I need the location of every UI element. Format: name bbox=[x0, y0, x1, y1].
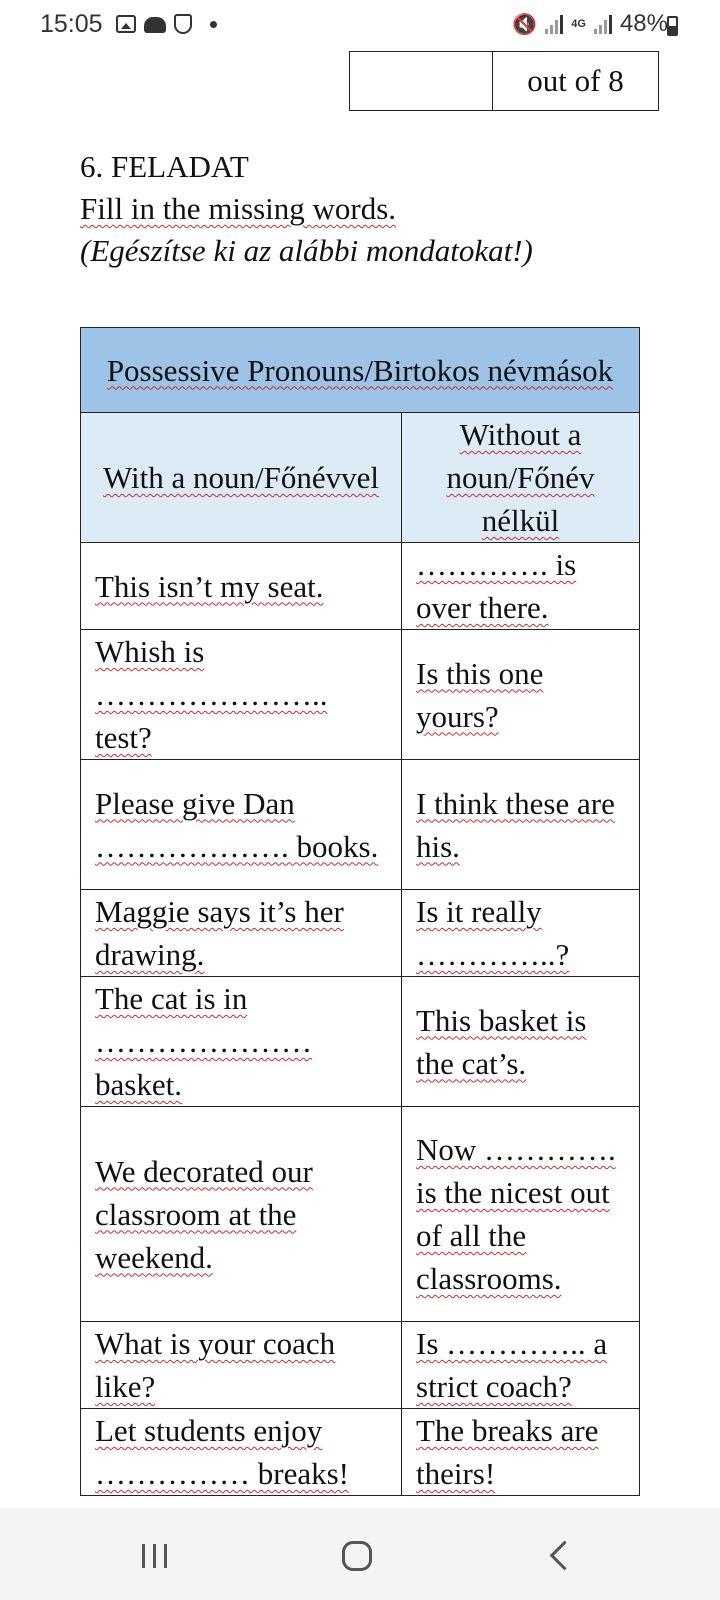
table-row bbox=[81, 977, 640, 1107]
dot-icon bbox=[210, 21, 217, 28]
score-out-of: out of 8 bbox=[527, 63, 624, 98]
cell-with-noun[interactable]: We decorated our classroom at the weekend. bbox=[81, 1107, 402, 1322]
clock: 15:05 bbox=[40, 10, 103, 38]
cell-with-noun[interactable]: Whish is ………………….. test? bbox=[81, 630, 402, 760]
cell-without-noun[interactable]: Is it really …………..? bbox=[402, 890, 640, 977]
navigation-bar bbox=[0, 1508, 720, 1600]
cell-with-noun[interactable]: What is your coach like? bbox=[81, 1322, 402, 1409]
home-icon[interactable] bbox=[342, 1541, 372, 1571]
gallery-icon bbox=[116, 15, 136, 33]
battery-percent: 48% bbox=[619, 10, 668, 37]
score-blank bbox=[350, 52, 493, 110]
exercise-instruction-hu: (Egészítse ki az alábbi mondatokat!) bbox=[80, 233, 533, 268]
cell-with-noun[interactable]: This isn’t my seat. bbox=[81, 543, 402, 630]
table-header: Possessive Pronouns/Birtokos névmások bbox=[81, 328, 640, 413]
cell-with-noun[interactable]: The cat is in ………………… basket. bbox=[81, 977, 402, 1107]
cell-with-noun[interactable]: Maggie says it’s her drawing. bbox=[81, 890, 402, 977]
cell-without-noun[interactable]: I think these are his. bbox=[402, 760, 640, 890]
table-row bbox=[81, 760, 640, 890]
signal-icon bbox=[594, 14, 612, 34]
pronoun-table bbox=[80, 327, 640, 1496]
exercise-title: 6. FELADAT bbox=[80, 149, 249, 184]
notification-icons bbox=[116, 14, 217, 34]
cloud-icon bbox=[144, 17, 166, 33]
cell-without-noun[interactable]: …………. is over there. bbox=[402, 543, 640, 630]
recents-icon[interactable] bbox=[142, 1544, 167, 1568]
column-header-without-noun: Without a noun/Főnév nélkül bbox=[402, 413, 640, 543]
back-icon[interactable] bbox=[550, 1541, 580, 1571]
exercise-heading bbox=[80, 146, 533, 272]
battery-icon bbox=[667, 16, 678, 36]
cell-with-noun[interactable]: Let students enjoy …………… breaks! bbox=[81, 1409, 402, 1496]
table-row bbox=[81, 630, 640, 760]
cell-with-noun[interactable]: Please give Dan ………………. books. bbox=[81, 760, 402, 890]
table-row bbox=[81, 890, 640, 977]
cell-without-noun[interactable]: Is ………….. a strict coach? bbox=[402, 1322, 640, 1409]
cell-without-noun[interactable]: The breaks are theirs! bbox=[402, 1409, 640, 1496]
column-header-with-noun: With a noun/Főnévvel bbox=[81, 413, 402, 543]
system-icons bbox=[512, 10, 668, 38]
status-bar bbox=[0, 0, 720, 52]
score-box bbox=[349, 51, 659, 111]
table-row bbox=[81, 1107, 640, 1322]
cell-without-noun[interactable]: Now …………. is the nicest out of all the classrooms. bbox=[402, 1107, 640, 1322]
network-type: 4G bbox=[571, 18, 586, 30]
signal-icon bbox=[545, 14, 563, 34]
table-row bbox=[81, 543, 640, 630]
table-row bbox=[81, 1322, 640, 1409]
exercise-instruction: Fill in the missing words. bbox=[80, 191, 397, 226]
shield-icon bbox=[174, 14, 192, 34]
cell-without-noun[interactable]: This basket is the cat’s. bbox=[402, 977, 640, 1107]
cell-without-noun[interactable]: Is this one yours? bbox=[402, 630, 640, 760]
mute-icon: 🔇 bbox=[512, 13, 538, 36]
table-row bbox=[81, 1409, 640, 1496]
